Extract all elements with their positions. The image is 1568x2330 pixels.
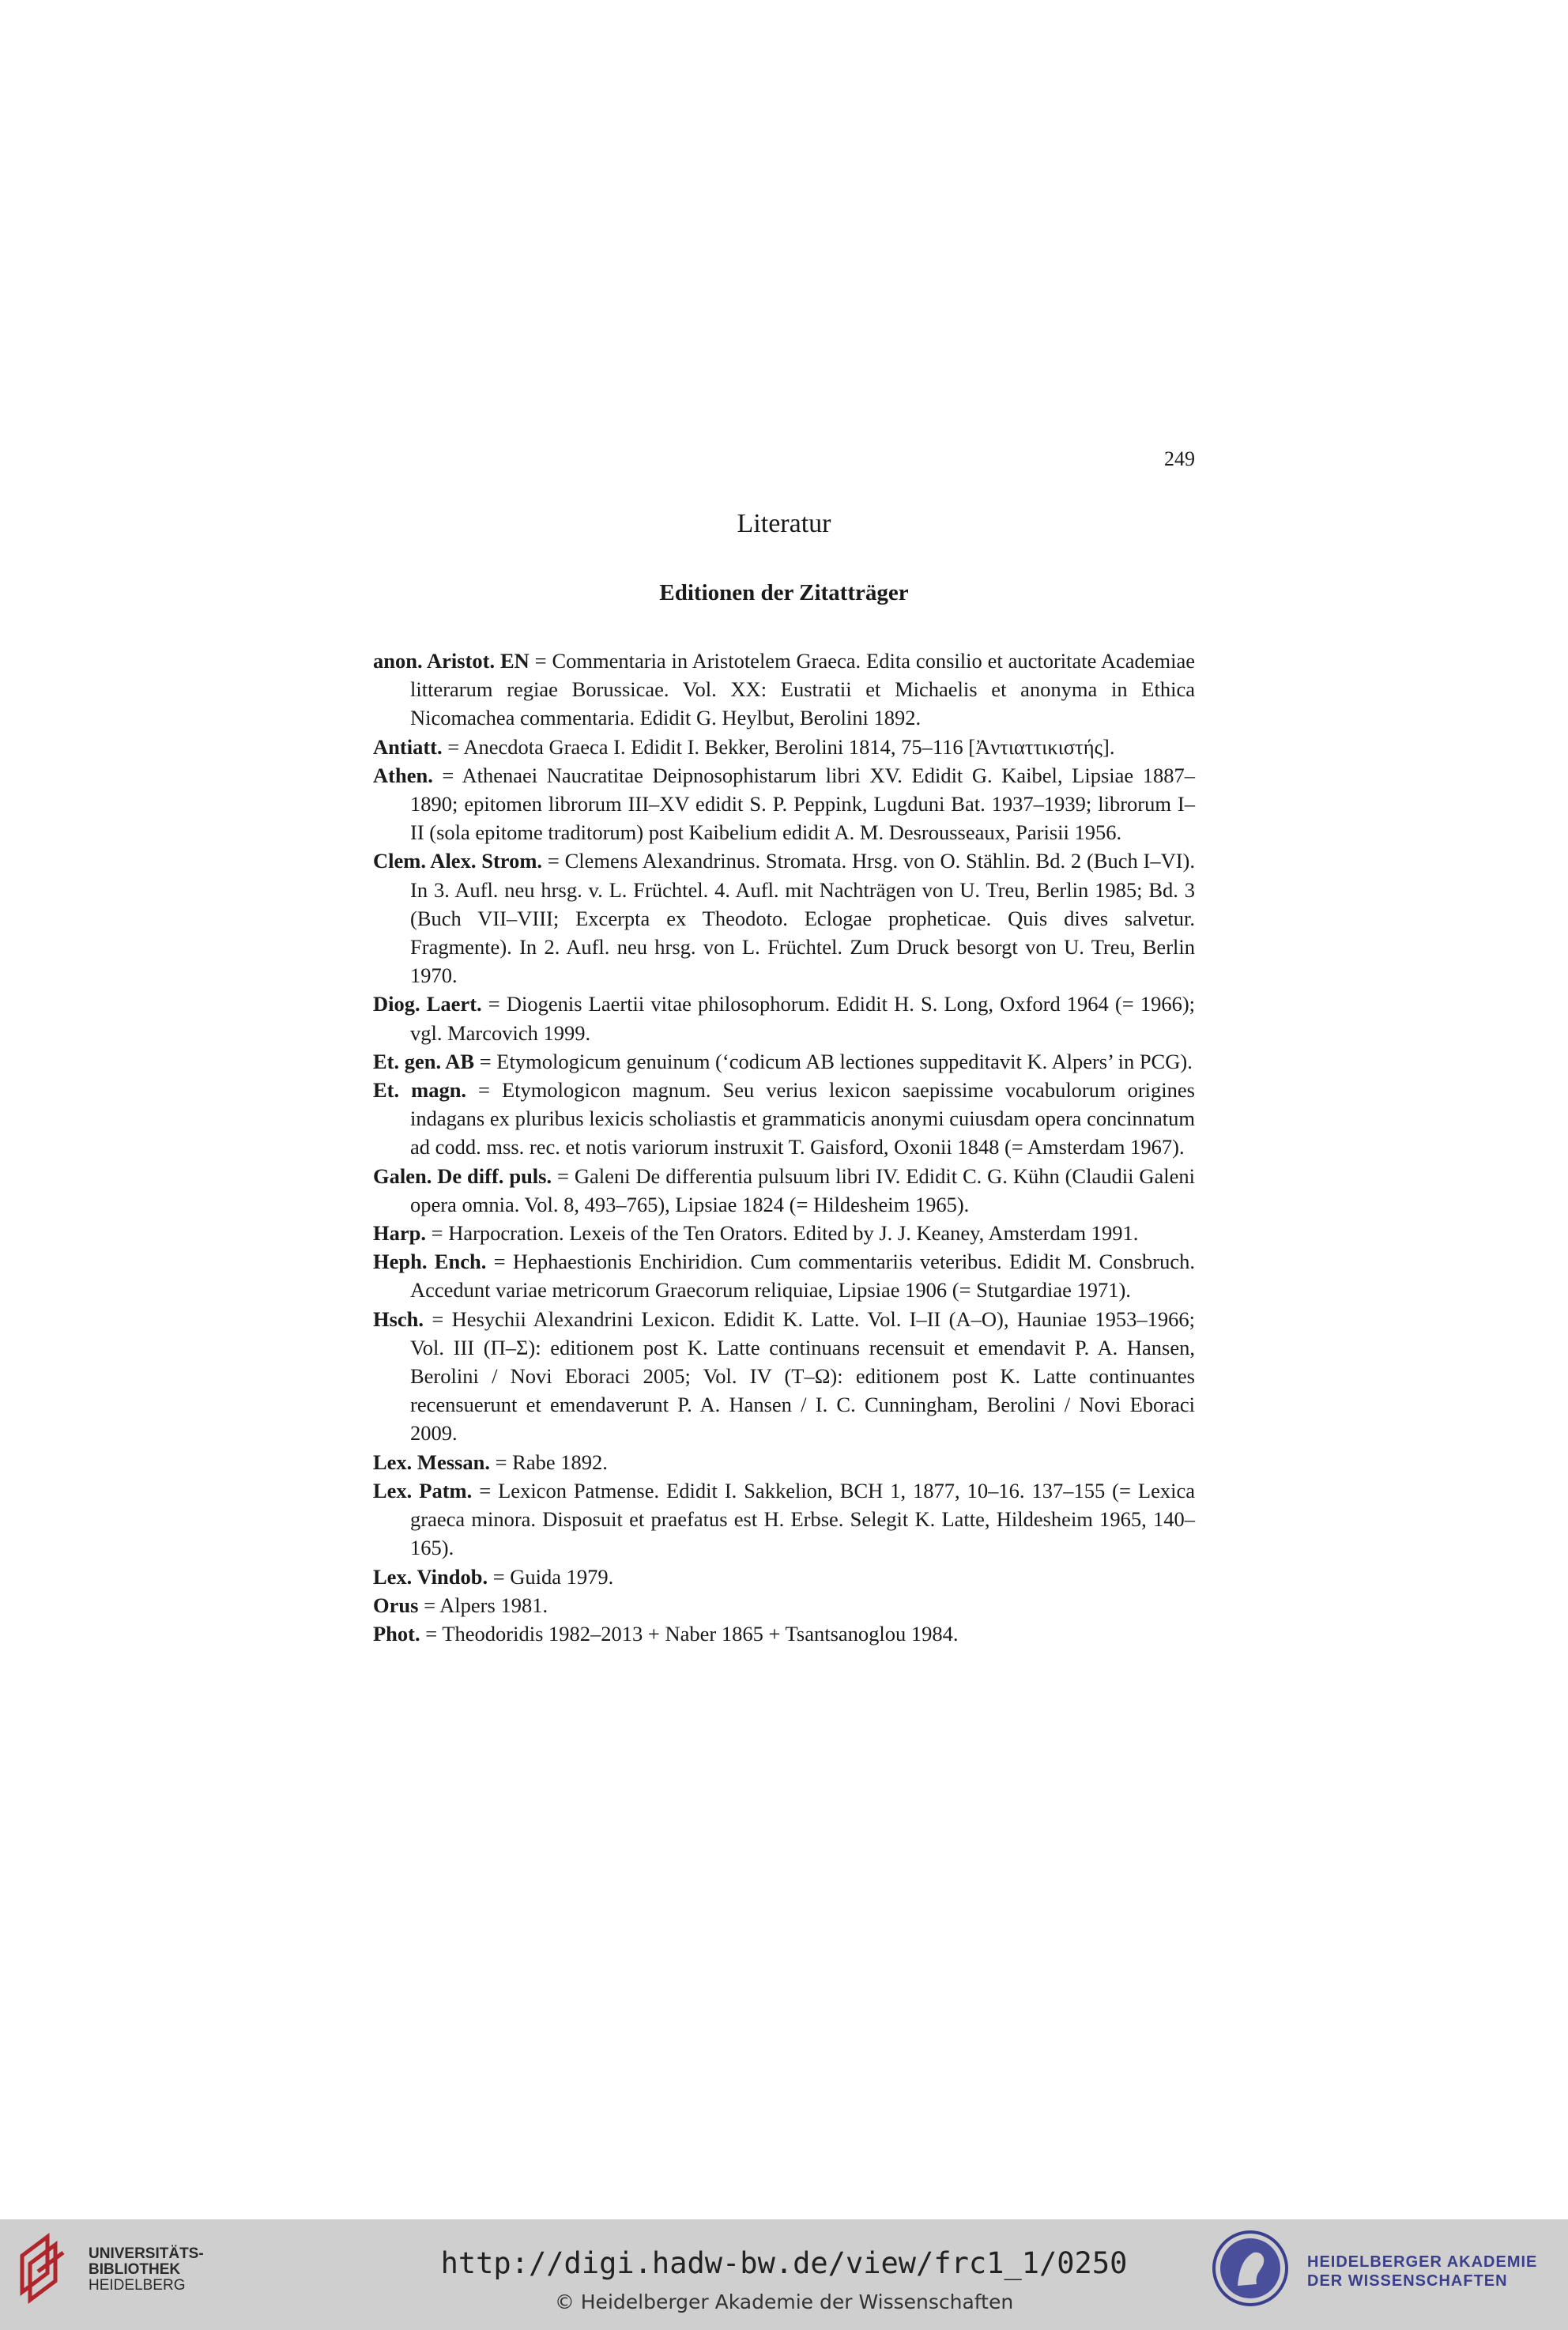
entry-abbreviation: Hsch. <box>373 1306 424 1331</box>
bibliography-entry <box>373 1476 1195 1563</box>
bibliography-entry <box>373 1076 1195 1162</box>
bibliography-entry <box>373 990 1195 1046</box>
bibliography-entry <box>373 1162 1195 1219</box>
entry-abbreviation: Phot. <box>373 1621 420 1646</box>
page-title: Literatur <box>737 509 831 538</box>
entry-text: = Harpocration. Lexeis of the Ten Orators. Edited by J. J. Keaney, Amsterdam 1991. <box>426 1221 1139 1246</box>
academy-name <box>1307 2253 1537 2290</box>
entry-abbreviation: Et. magn. <box>373 1078 467 1103</box>
entry-abbreviation: Orus <box>373 1593 419 1617</box>
bibliography-entry <box>373 1219 1195 1247</box>
entry-text: = Etymologicum genuinum (‘codicum AB lectiones suppeditavit K. Alpers’ in PCG). <box>474 1049 1193 1073</box>
entry-abbreviation: Antiatt. <box>373 734 443 759</box>
entry-text: = Commentaria in Aristotelem Graeca. Edita consilio et auctoritate Academiae litterarum regiae Borussicae. Vol. XX: Eustratii et Michaelis et anonyma in Ethica Nicomachea commentaria. Edidit G. Heylbut, Berolini 1892. <box>410 649 1195 730</box>
entry-text: = Theodoridis 1982–2013 + Naber 1865 + Tsantsanoglou 1984. <box>420 1621 959 1646</box>
section-heading: Editionen der Zitatträger <box>659 580 909 605</box>
bibliography-entry <box>373 1247 1195 1304</box>
entry-abbreviation: Lex. Patm. <box>373 1478 473 1502</box>
bibliography-entry <box>373 1591 1195 1619</box>
bibliography-entry <box>373 1619 1195 1648</box>
entry-text: = Clemens Alexandrinus. Stromata. Hrsg. von O. Stählin. Bd. 2 (Buch I–VI). In 3. Aufl. neu hrsg. v. L. Früchtel. 4. Aufl. mit Nachträgen von U. Treu, Berlin 1985; Bd. 3 (Buch VII–VIII; Excerpta ex Theodoto. Eclogae propheticae. Quis dives salvetur. Fragmente). In 2. Aufl. neu hrsg. von L. Früchtel. Zum Druck besorgt von U. Treu, Berlin 1970. <box>410 849 1196 988</box>
bibliography-entry <box>373 647 1195 733</box>
entry-abbreviation: Galen. De diff. puls. <box>373 1163 552 1188</box>
footer-bar <box>0 2219 1568 2330</box>
entry-text: = Hephaestionis Enchiridion. Cum commentariis veteribus. Edidit M. Consbruch. Accedunt variae metricorum Graecorum reliquiae, Lipsiae 1906 (= Stutgardiae 1971). <box>410 1250 1195 1303</box>
page-number: 249 <box>1164 447 1195 470</box>
bibliography-entry <box>373 1563 1195 1591</box>
entry-abbreviation: Harp. <box>373 1221 426 1246</box>
entry-text: = Diogenis Laertii vitae philosophorum. Edidit H. S. Long, Oxford 1964 (= 1966); vgl. Marcovich 1999. <box>410 992 1196 1045</box>
academy-name-line: HEIDELBERGER AKADEMIE <box>1307 2253 1538 2271</box>
entry-abbreviation: Lex. Messan. <box>373 1450 490 1474</box>
academy-name-line: DER WISSENSCHAFTEN <box>1307 2272 1508 2290</box>
entry-text: = Alpers 1981. <box>418 1593 548 1617</box>
copyright-notice: © Heidelberger Akademie der Wissenschaften <box>554 2290 1014 2313</box>
entry-text: = Athenaei Naucratitae Deipnosophistarum libri XV. Edidit G. Kaibel, Lipsiae 1887–1890; epitomen librorum III–XV edidit S. P. Peppink, Lugduni Bat. 1937–1939; librorum I–II (sola epitome traditorum) post Kaibelium edidit A. M. Desrousseaux, Parisii 1956. <box>410 763 1195 845</box>
library-name-line: BIBLIOTHEK <box>89 2261 181 2278</box>
entry-text: = Anecdota Graeca I. Edidit I. Bekker, Berolini 1814, 75–116 [Ἀντιαττικιστής]. <box>442 734 1115 759</box>
bibliography-entry <box>373 733 1195 761</box>
entry-text: = Rabe 1892. <box>489 1450 608 1474</box>
entry-text: = Hesychii Alexandrini Lexicon. Edidit K. Latte. Vol. I–II (A–O), Hauniae 1953–1966; Vol. III (Π–Σ): editionem post K. Latte continuans recensuit et emendavit P. A. Hansen, Berolini / Novi Eboraci 2005; Vol. IV (T–Ω): editionem post K. Latte continuantes recensuerunt et emendaverunt P. A. Hansen / I. C. Cunningham, Berolini / Novi Eboraci 2009. <box>410 1306 1195 1446</box>
entry-abbreviation: Clem. Alex. Strom. <box>373 849 543 873</box>
library-name-line: UNIVERSITÄTS- <box>89 2245 204 2262</box>
bibliography-entry <box>373 1448 1195 1476</box>
bibliography-entry <box>373 846 1195 990</box>
entry-text: = Etymologicon magnum. Seu verius lexicon saepissime vocabulorum origines indagans ex pluribus lexicis scholiastis et grammaticis anonymi cuiusdam opera concinnatum ad codd. mss. rec. et notis variorum instruxit T. Gaisford, Oxonii 1848 (= Amsterdam 1967). <box>410 1078 1195 1159</box>
entry-abbreviation: Heph. Ench. <box>373 1250 487 1274</box>
entry-abbreviation: Diog. Laert. <box>373 992 482 1016</box>
entry-abbreviation: Athen. <box>373 763 433 787</box>
library-name-line: HEIDELBERG <box>89 2277 186 2294</box>
entry-abbreviation: anon. Aristot. EN <box>373 649 530 673</box>
bibliography-entry <box>373 1305 1195 1448</box>
bibliography-entry <box>373 761 1195 847</box>
academy-seal-icon <box>1211 2229 1290 2308</box>
entry-text: = Galeni De differentia pulsuum libri IV. Edidit C. G. Kühn (Claudii Galeni opera omnia. Vol. 8, 493–765), Lipsiae 1824 (= Hildesheim 1965). <box>410 1163 1195 1216</box>
bibliography-list <box>373 647 1195 1648</box>
entry-text: = Lexicon Patmense. Edidit I. Sakkelion, BCH 1, 1877, 10–16. 137–155 (= Lexica graeca minora. Disposuit et praefatus est H. Erbse. Selegit K. Latte, Hildesheim 1965, 140–165). <box>410 1478 1196 1560</box>
entry-text: = Guida 1979. <box>488 1564 614 1589</box>
bibliography-entry <box>373 1047 1195 1076</box>
permalink-url[interactable]: http://digi.hadw-bw.de/view/frc1_1/0250 <box>440 2246 1128 2280</box>
entry-abbreviation: Et. gen. AB <box>373 1049 475 1073</box>
entry-abbreviation: Lex. Vindob. <box>373 1564 488 1589</box>
